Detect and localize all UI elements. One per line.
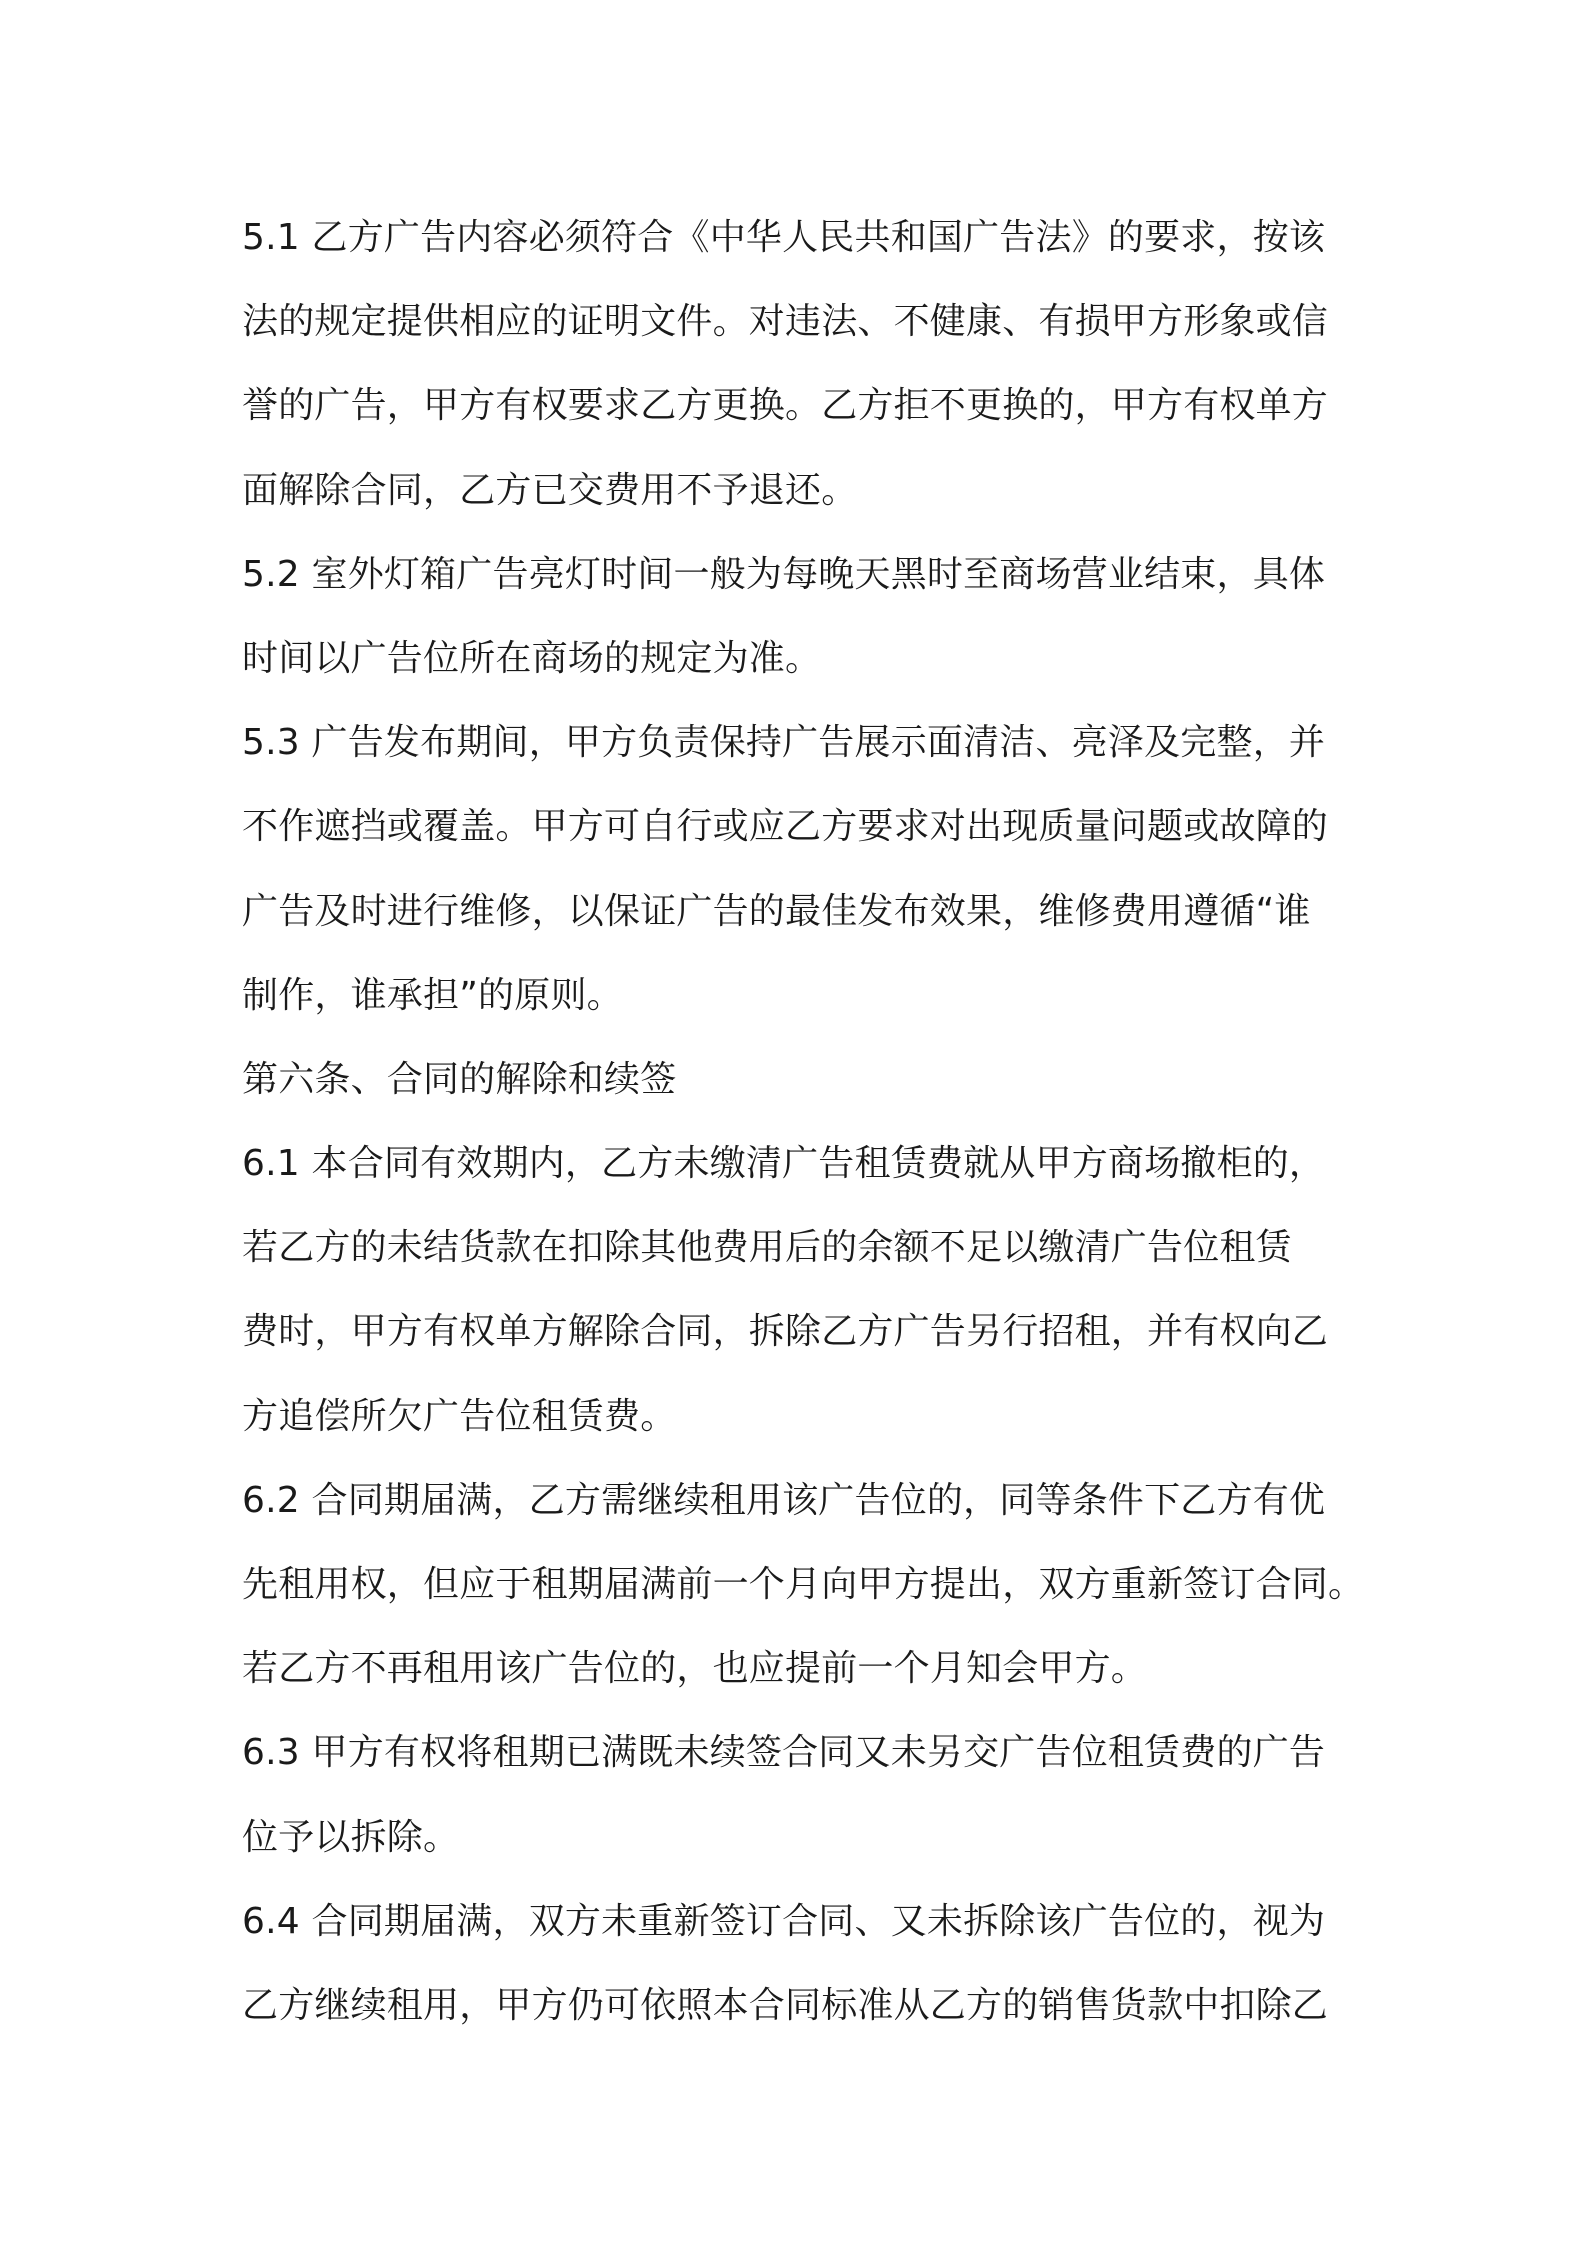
text-line: 6.2 合同期届满，乙方需继续租用该广告位的，同等条件下乙方有优: [242, 1479, 1326, 1521]
text-line: 乙方继续租用，甲方仍可依照本合同标准从乙方的销售货款中扣除乙: [242, 1984, 1329, 2026]
text-line: 费时，甲方有权单方解除合同，拆除乙方广告另行招租，并有权向乙: [242, 1311, 1329, 1353]
text-line: 不作遮挡或覆盖。甲方可自行或应乙方要求对出现质量问题或故障的: [242, 806, 1329, 848]
document-body: [242, 196, 1365, 2048]
text-line: 制作，谁承担”的原则。: [242, 974, 623, 1016]
text-line: 先租用权，但应于租期届满前一个月向甲方提出，双方重新签订合同。: [242, 1564, 1365, 1605]
text-line: 若乙方不再租用该广告位的，也应提前一个月知会甲方。: [242, 1648, 1148, 1690]
text-line: 方追偿所欠广告位租赁费。: [242, 1395, 677, 1437]
text-line: 若乙方的未结货款在扣除其他费用后的余额不足以缴清广告位租赁: [242, 1227, 1292, 1269]
text-line: 面解除合同，乙方已交费用不予退还。: [242, 469, 858, 511]
text-line: 誉的广告，甲方有权要求乙方更换。乙方拒不更换的，甲方有权单方: [242, 385, 1329, 427]
text-line: 位予以拆除。: [242, 1816, 460, 1858]
text-line: 5.3 广告发布期间，甲方负责保持广告展示面清洁、亮泽及完整，并: [242, 722, 1326, 764]
text-line: 6.3 甲方有权将租期已满既未续签合同又未另交广告位租赁费的广告: [242, 1732, 1326, 1774]
text-line: 6.1 本合同有效期内，乙方未缴清广告租赁费就从甲方商场撤柜的，: [242, 1143, 1326, 1185]
text-line: 5.2 室外灯箱广告亮灯时间一般为每晚天黑时至商场营业结束，具体: [242, 553, 1326, 595]
text-line: 时间以广告位所在商场的规定为准。: [242, 637, 822, 679]
text-line: 5.1 乙方广告内容必须符合《中华人民共和国广告法》的要求，按该: [242, 217, 1326, 258]
text-line: 广告及时进行维修，以保证广告的最佳发布效果，维修费用遵循“谁: [242, 890, 1311, 932]
text-line: 法的规定提供相应的证明文件。对违法、不健康、有损甲方形象或信: [242, 301, 1329, 343]
section-heading: 第六条、合同的解除和续签: [242, 1058, 677, 1100]
text-line: 6.4 合同期届满，双方未重新签订合同、又未拆除该广告位的，视为: [242, 1900, 1326, 1942]
